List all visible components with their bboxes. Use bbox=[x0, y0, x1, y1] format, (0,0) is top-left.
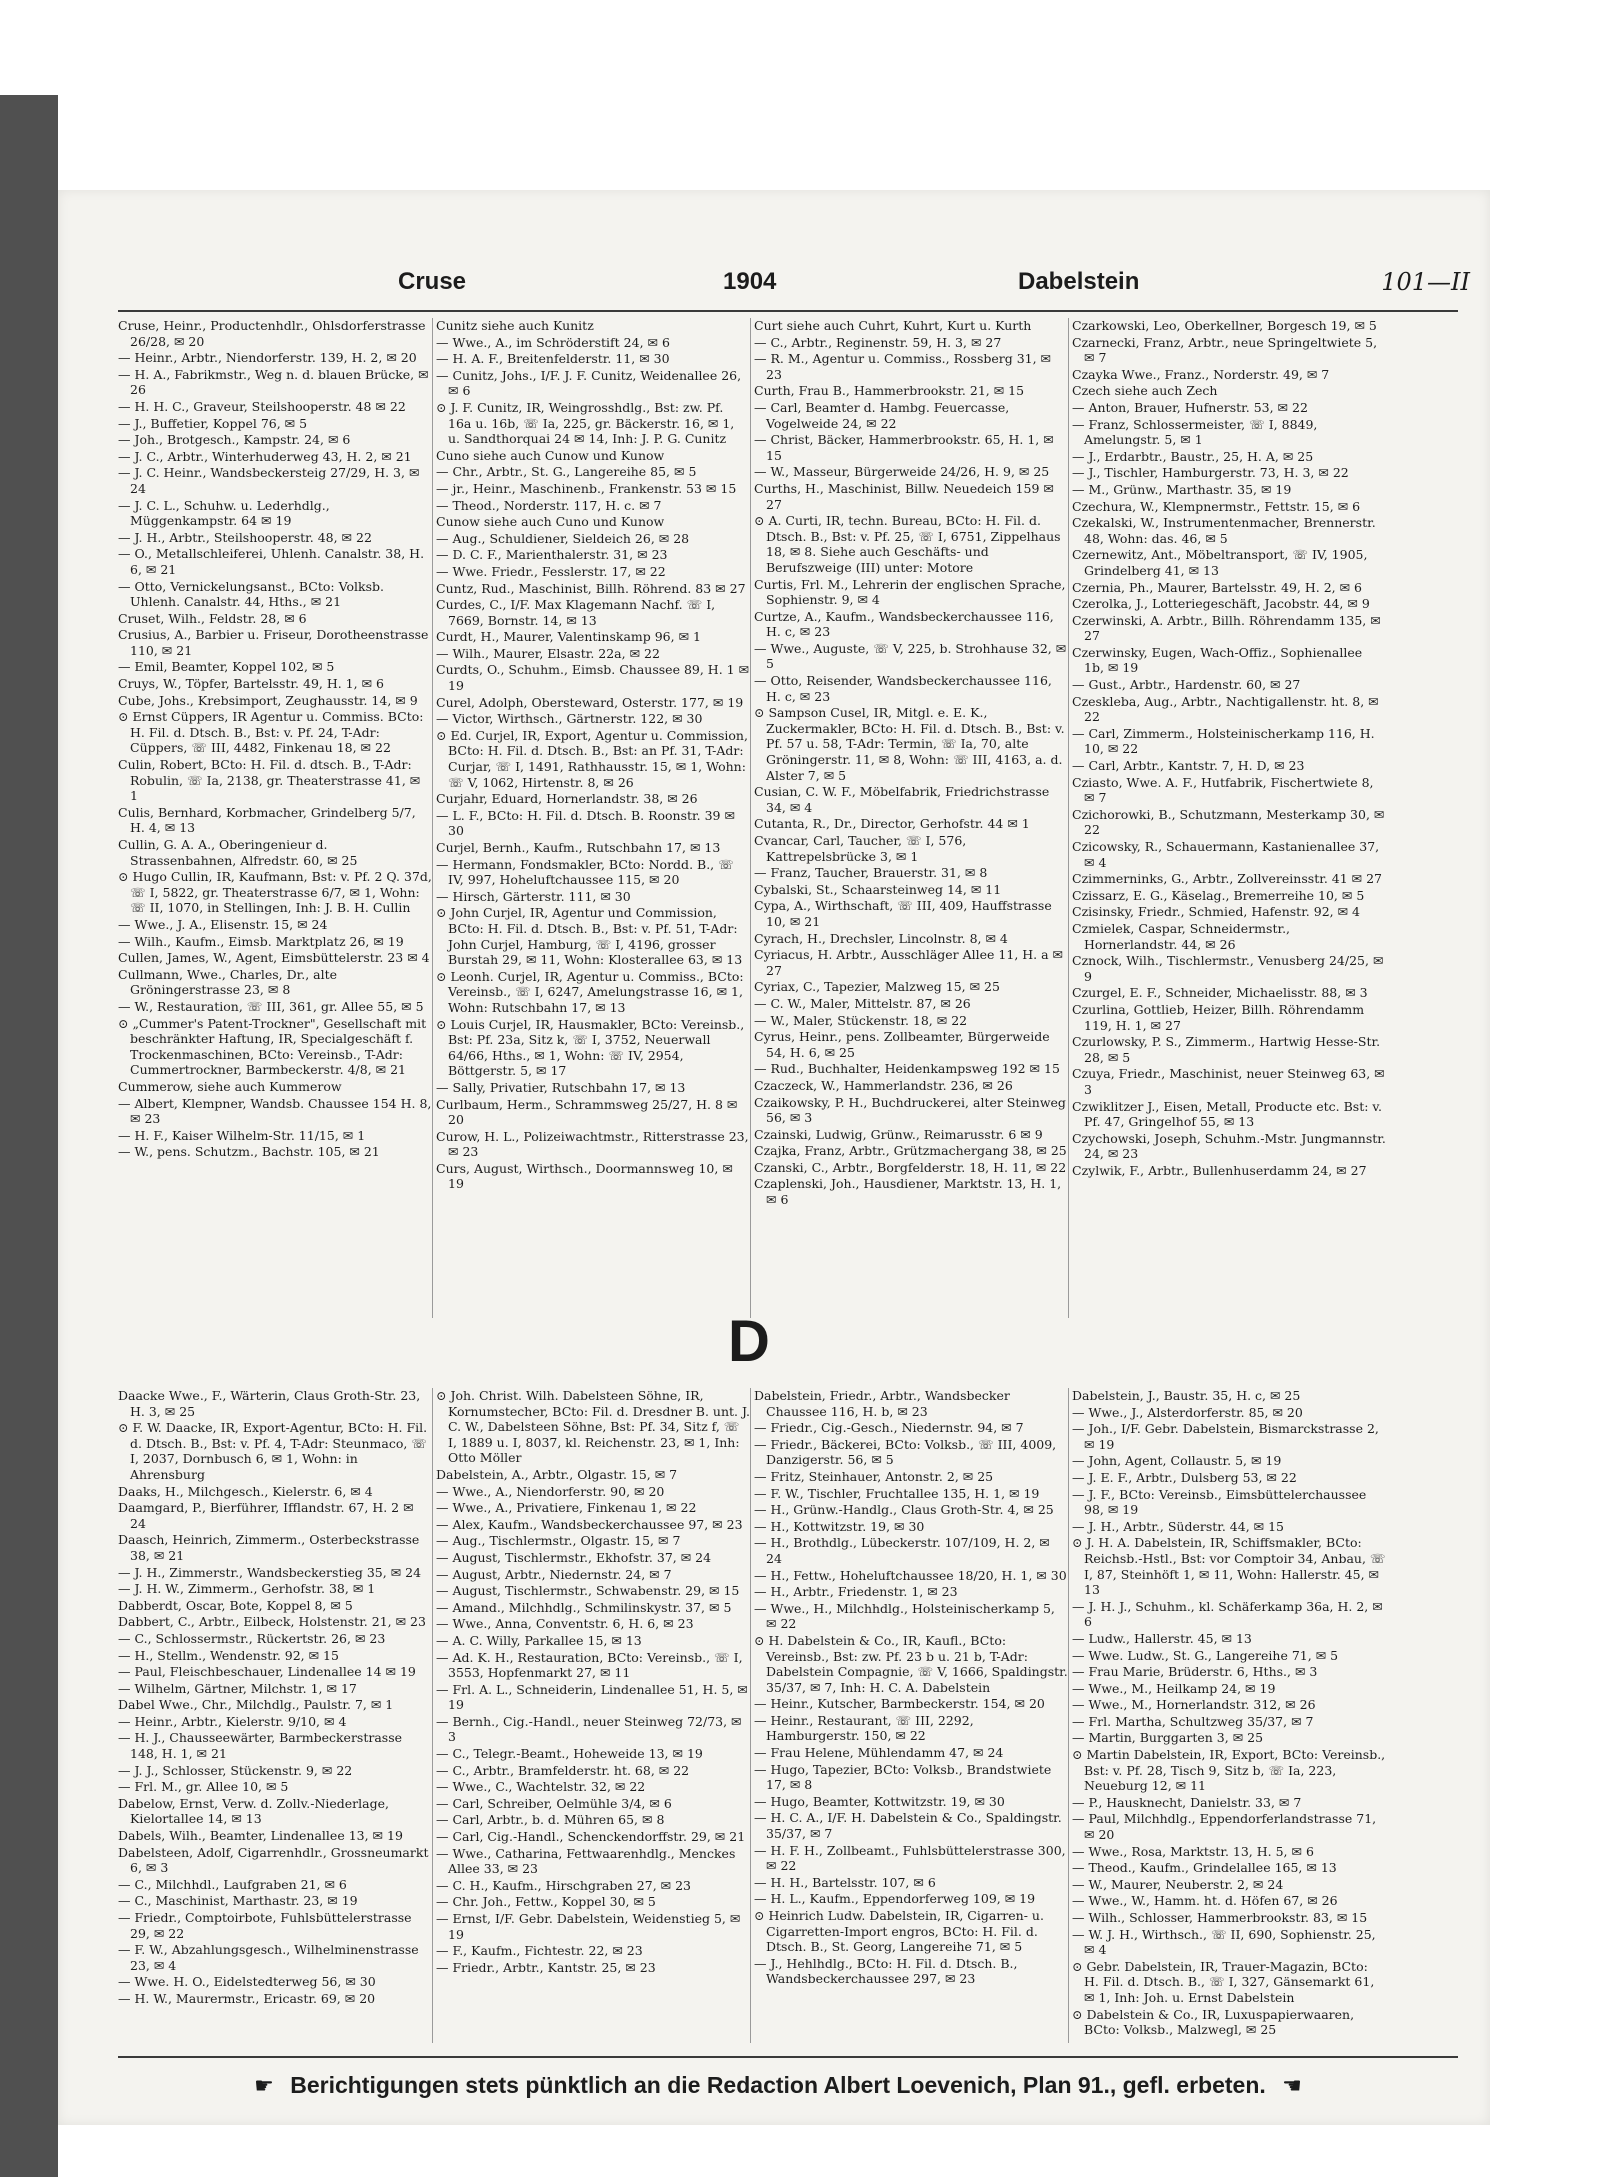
directory-entry: — Wwe., A., Privatiere, Finkenau 1, ✉ 22 bbox=[436, 1500, 697, 1516]
directory-entry: Curths, H., Maschinist, Billw. Neuedeich 159 ✉ 27 bbox=[754, 480, 1054, 512]
directory-entry: — Frau Marie, Brüderstr. 6, Hths., ✉ 3 bbox=[1072, 1664, 1318, 1680]
directory-entry: ⊙ Sampson Cusel, IR, Mitgl. e. E. K., Zuckermakler, BCto: H. Fil. d. Dtsch. B., Bst: v. Pf. 57 u. 58, T-Adr: Termin, ☏ Ia, 70, alte Gröningerstr. 11, ✉ 8, Wohn: ☏ III, 4163, a. d. Alster 7, ✉ 5 bbox=[754, 705, 1065, 783]
directory-entry: — Otto, Reisender, Wandsbeckerchaussee 116, H. c, ✉ 23 bbox=[754, 673, 1052, 704]
directory-entry: — Carl, Cig.-Handl., Schenckendorffstr. 29, ✉ 21 bbox=[436, 1829, 746, 1845]
directory-entry: — Carl, Beamter d. Hambg. Feuercasse, Vogelweide 24, ✉ 22 bbox=[754, 399, 1010, 431]
directory-entry: — W. J. H., Wirthsch., ☏ II, 690, Sophienstr. 25, ✉ 4 bbox=[1072, 1926, 1376, 1958]
directory-entry: — Heinr., Restaurant, ☏ III, 2292, Hamburgerstr. 150, ✉ 22 bbox=[754, 1712, 974, 1744]
directory-entry: — Chr. Joh., Fettw., Koppel 30, ✉ 5 bbox=[436, 1894, 656, 1910]
directory-entry: Cusian, C. W. F., Möbelfabrik, Friedrichstrasse 34, ✉ 4 bbox=[754, 784, 1050, 815]
directory-entry: — August, Tischlermstr., Schwabenstr. 29, ✉ 15 bbox=[436, 1583, 740, 1599]
directory-entry: Cypa, A., Wirthschaft, ☏ III, 409, Hauffstrasse 10, ✉ 21 bbox=[754, 898, 1052, 929]
directory-entry: — Wwe., Auguste, ☏ V, 225, b. Strohhause 32, ✉ 5 bbox=[754, 640, 1067, 672]
directory-entry: ⊙ F. W. Daacke, IR, Export-Agentur, BCto: H. Fil. d. Dtsch. B., Bst: v. Pf. 4, T-Adr: Steunmaco, ☏ I, 2037, Dornbusch 6, ✉ 1, Wohn: in Ahrensburg bbox=[118, 1420, 428, 1482]
column-divider bbox=[1068, 318, 1069, 1318]
directory-entry: Cruys, W., Töpfer, Bartelsstr. 49, H. 1, ✉ 6 bbox=[118, 676, 384, 692]
directory-entry: ⊙ J. F. Cunitz, IR, Weingrosshdlg., Bst: zw. Pf. 16a u. 16b, ☏ Ia, 225, gr. Bäckerstr. 16, ✉ 1, u. Sandthorquai 24 ✉ 14, Inh: J. P. G. Cunitz bbox=[436, 399, 735, 447]
top-column-3 bbox=[754, 318, 1068, 1338]
directory-entry: Cuno siehe auch Cunow und Kunow bbox=[436, 447, 665, 463]
directory-entry: — J. H. W., Zimmerm., Gerhofstr. 38, ✉ 1 bbox=[118, 1581, 376, 1597]
directory-entry: Culis, Bernhard, Korbmacher, Grindelberg 5/7, H. 4, ✉ 13 bbox=[118, 804, 416, 836]
top-column-1 bbox=[118, 318, 432, 1338]
directory-entry: — Paul, Fleischbeschauer, Lindenallee 14 ✉ 19 bbox=[118, 1664, 416, 1680]
directory-entry: — Wwe., Anna, Conventstr. 6, H. 6, ✉ 23 bbox=[436, 1616, 694, 1632]
directory-entry: — H. F. H., Zollbeamt., Fuhlsbüttelerstrasse 300, ✉ 22 bbox=[754, 1842, 1066, 1874]
page-number: 101—II bbox=[1381, 268, 1470, 296]
directory-entry: Czwiklitzer J., Eisen, Metall, Producte etc. Bst: v. Pf. 47, Gringelhof 55, ✉ 13 bbox=[1072, 1098, 1382, 1130]
directory-entry: ⊙ „Cummer's Patent-Trockner", Gesellschaft mit beschränkter Haftung, IR, Specialgeschäft f. Trockenmaschinen, BCto: Vereinsb., T-Adr: Cummertrockner, Barmbeckerstr. 4/8, ✉ 21 bbox=[118, 1015, 427, 1078]
directory-entry: Czimmerninks, G., Arbtr., Zollvereinsstr. 41 ✉ 27 bbox=[1072, 871, 1382, 887]
directory-entry: Cube, Johs., Krebsimport, Zeughausstr. 14, ✉ 9 bbox=[118, 692, 418, 708]
directory-entry: — Hirsch, Gärterstr. 111, ✉ 30 bbox=[436, 888, 631, 904]
directory-entry: Dabel Wwe., Chr., Milchdlg., Paulstr. 7, ✉ 1 bbox=[118, 1697, 394, 1713]
directory-entry: — C. H., Kaufm., Hirschgraben 27, ✉ 23 bbox=[436, 1877, 691, 1893]
directory-entry: — Theod., Norderstr. 117, H. c. ✉ 7 bbox=[436, 497, 662, 513]
directory-entry: — H. L., Kaufm., Eppendorferweg 109, ✉ 19 bbox=[754, 1891, 1036, 1907]
directory-entry: — Paul, Milchhdlg., Eppendorferlandstrasse 71, ✉ 20 bbox=[1072, 1811, 1377, 1843]
directory-entry: — Carl, Zimmerm., Holsteinischerkamp 116, H. 10, ✉ 22 bbox=[1072, 725, 1375, 757]
directory-entry: — Aug., Schuldiener, Sieldeich 26, ✉ 28 bbox=[436, 530, 690, 546]
directory-entry: ⊙ Martin Dabelstein, IR, Export, BCto: Vereinsb., Bst: v. Pf. 28, Tisch 9, Sitz b, ☏ Ia, 223, Neueburg 12, ✉ 11 bbox=[1072, 1747, 1386, 1794]
pointing-hand-right-icon: ☛ bbox=[254, 2073, 274, 2098]
directory-entry: — H., Kottwitzstr. 19, ✉ 30 bbox=[754, 1518, 925, 1534]
directory-entry: Curtis, Frl. M., Lehrerin der englischen Sprache, Sophienstr. 9, ✉ 4 bbox=[754, 576, 1066, 608]
directory-entry: — Sally, Privatier, Rutschbahn 17, ✉ 13 bbox=[436, 1079, 686, 1095]
directory-entry: Curlbaum, Herm., Schrammsweg 25/27, H. 8 ✉ 20 bbox=[436, 1096, 738, 1128]
directory-entry: ⊙ Ernst Cüppers, IR Agentur u. Commiss. BCto: H. Fil. d. Dtsch. B., Bst: v. Pf. 24, T-Adr: Cüppers, ☏ III, 4482, Finkenau 18, ✉ 22 bbox=[118, 709, 424, 756]
directory-entry: — A. C. Willy, Parkallee 15, ✉ 13 bbox=[436, 1632, 642, 1648]
directory-entry: ⊙ Leonh. Curjel, IR, Agentur u. Commiss., BCto: Vereinsb., ☏ I, 6247, Amelungstrasse 16, ✉ 1, Wohn: Rutschbahn 17, ✉ 13 bbox=[436, 968, 744, 1015]
directory-entry: — H. H., Bartelsstr. 107, ✉ 6 bbox=[754, 1874, 936, 1890]
directory-entry: ⊙ Dabelstein & Co., IR, Luxuspapierwaaren, BCto: Volksb., Malzwegl, ✉ 25 bbox=[1072, 2006, 1355, 2038]
directory-entry: Czechura, W., Klempnermstr., Fettstr. 15, ✉ 6 bbox=[1072, 498, 1361, 514]
directory-entry: — Ernst, I/F. Gebr. Dabelstein, Weidenstieg 5, ✉ 19 bbox=[436, 1911, 741, 1942]
directory-entry: — J. E. F., Arbtr., Dulsberg 53, ✉ 22 bbox=[1072, 1469, 1297, 1485]
directory-entry: — Hugo, Tapezier, BCto: Volksb., Brandstwiete 17, ✉ 8 bbox=[754, 1761, 1052, 1793]
directory-entry: — Friedr., Comptoirbote, Fuhlsbüttelerstrasse 29, ✉ 22 bbox=[118, 1910, 412, 1941]
directory-entry: — Christ, Bäcker, Hammerbrookstr. 65, H. 1, ✉ 15 bbox=[754, 432, 1054, 463]
directory-entry: Czurlina, Gottlieb, Heizer, Billh. Röhrendamm 119, H. 1, ✉ 27 bbox=[1072, 1001, 1365, 1033]
directory-entry: — P., Hausknecht, Danielstr. 33, ✉ 7 bbox=[1072, 1794, 1302, 1810]
directory-entry: — Frl. A. L., Schneiderin, Lindenallee 51, H. 5, ✉ 19 bbox=[436, 1681, 748, 1713]
section-letter: D bbox=[728, 1309, 770, 1374]
directory-entry: — J., Erdarbtr., Baustr., 25, H. A, ✉ 25 bbox=[1072, 448, 1314, 464]
directory-entry: — O., Metallschleiferei, Uhlenh. Canalstr. 38, H. 6, ✉ 21 bbox=[118, 546, 425, 577]
directory-entry: Curdes, C., I/F. Max Klagemann Nachf. ☏ I, 7669, Bornstr. 14, ✉ 13 bbox=[436, 597, 716, 628]
directory-entry: — Friedr., Bäckerei, BCto: Volksb., ☏ III, 4009, Danzigerstr. 56, ✉ 5 bbox=[754, 1436, 1057, 1468]
directory-entry: — Friedr., Arbtr., Kantstr. 25, ✉ 23 bbox=[436, 1959, 656, 1975]
directory-entry: — Wwe., J. A., Elisenstr. 15, ✉ 24 bbox=[118, 916, 328, 932]
directory-entry: Dabelstein, J., Baustr. 35, H. c, ✉ 25 bbox=[1072, 1388, 1301, 1403]
directory-entry: — M., Grünw., Marthastr. 35, ✉ 19 bbox=[1072, 481, 1292, 497]
directory-entry: Czmielek, Caspar, Schneidermstr., Hornerlandstr. 44, ✉ 26 bbox=[1072, 920, 1291, 952]
directory-entry: Czernewitz, Ant., Möbeltransport, ☏ IV, 1905, Grindelberg 41, ✉ 13 bbox=[1072, 547, 1368, 578]
directory-entry: — jr., Heinr., Maschinenb., Frankenstr. 53 ✉ 15 bbox=[436, 480, 737, 496]
directory-entry: Cullen, James, W., Agent, Eimsbüttelerstr. 23 ✉ 4 bbox=[118, 950, 430, 966]
directory-entry: Czychowski, Joseph, Schuhm.-Mstr. Jungmannstr. 24, ✉ 23 bbox=[1072, 1130, 1386, 1162]
directory-entry: ⊙ A. Curti, IR, techn. Bureau, BCto: H. Fil. d. Dtsch. B., Bst: v. Pf. 25, ☏ I, 6751, Zippelhaus 18, ✉ 8. Siehe auch Geschäfts- und Berufszweige (III) unter: Motore bbox=[754, 513, 1061, 575]
directory-entry: Dabelsteen, Adolf, Cigarrenhdlr., Grossneumarkt 6, ✉ 3 bbox=[118, 1844, 429, 1876]
directory-entry: Cunow siehe auch Cuno und Kunow bbox=[436, 514, 665, 530]
running-head-year: 1904 bbox=[723, 268, 777, 295]
directory-entry: — Ad. K. H., Restauration, BCto: Vereinsb., ☏ I, 3553, Hopfenmarkt 27, ✉ 11 bbox=[436, 1649, 743, 1681]
directory-entry: Daaks, H., Milchgesch., Kielerstr. 6, ✉ 4 bbox=[118, 1483, 373, 1499]
directory-entry: Czekalski, W., Instrumentenmacher, Brennerstr. 48, Wohn: das. 46, ✉ 5 bbox=[1072, 515, 1376, 546]
directory-entry: Curs, August, Wirthsch., Doormannsweg 10, ✉ 19 bbox=[436, 1160, 733, 1192]
directory-entry: — Franz, Taucher, Brauerstr. 31, ✉ 8 bbox=[754, 865, 988, 881]
directory-entry: — C., Arbtr., Bramfelderstr. ht. 68, ✉ 22 bbox=[436, 1762, 690, 1778]
directory-entry: — Wwe., A., im Schröderstift 24, ✉ 6 bbox=[436, 334, 670, 350]
header-rule bbox=[118, 310, 1458, 312]
directory-entry: Dabbert, C., Arbtr., Eilbeck, Holstenstr. 21, ✉ 23 bbox=[118, 1614, 426, 1630]
directory-entry: Cyriacus, H. Arbtr., Ausschläger Allee 11, H. a ✉ 27 bbox=[754, 947, 1064, 978]
directory-entry: Czayka Wwe., Franz., Norderstr. 49, ✉ 7 bbox=[1072, 366, 1330, 382]
directory-entry: — Wwe., H., Milchhdlg., Holsteinischerkamp 5, ✉ 22 bbox=[754, 1600, 1055, 1632]
directory-entry: Cyrach, H., Drechsler, Lincolnstr. 8, ✉ 4 bbox=[754, 930, 1008, 946]
directory-entry: — Wwe., A., Niendorferstr. 90, ✉ 20 bbox=[436, 1483, 665, 1499]
directory-entry: Czissarz, E. G., Käselag., Bremerreihe 10, ✉ 5 bbox=[1072, 887, 1365, 903]
directory-entry: — Heinr., Arbtr., Niendorferstr. 139, H. 2, ✉ 20 bbox=[118, 350, 417, 366]
directory-entry: — Amand., Milchhdlg., Schmilinskystr. 37, ✉ 5 bbox=[436, 1599, 732, 1615]
directory-page bbox=[58, 190, 1490, 2125]
directory-entry: — J., Buffetier, Koppel 76, ✉ 5 bbox=[118, 415, 308, 431]
directory-entry: — C., Schlossermstr., Rückertstr. 26, ✉ 23 bbox=[118, 1630, 386, 1646]
directory-entry: Crusius, A., Barbier u. Friseur, Dorotheenstrasse 110, ✉ 21 bbox=[118, 627, 429, 658]
directory-entry: — Frl. Martha, Schultzweg 35/37, ✉ 7 bbox=[1072, 1713, 1314, 1729]
directory-entry: — J. H., Zimmerstr., Wandsbeckerstieg 35, ✉ 24 bbox=[118, 1564, 422, 1580]
directory-entry: — J. H., Arbtr., Süderstr. 44, ✉ 15 bbox=[1072, 1518, 1285, 1534]
directory-entry: — H. F., Kaiser Wilhelm-Str. 11/15, ✉ 1 bbox=[118, 1127, 366, 1143]
directory-entry: — R. M., Agentur u. Commiss., Rossberg 31, ✉ 23 bbox=[754, 351, 1052, 382]
directory-entry: Cutanta, R., Dr., Director, Gerhofstr. 44 ✉ 1 bbox=[754, 816, 1030, 832]
directory-entry: Dabelstein, A., Arbtr., Olgastr. 15, ✉ 7 bbox=[436, 1466, 678, 1482]
column-divider bbox=[750, 318, 751, 1318]
directory-entry: — Cunitz, Johs., I/F. J. F. Cunitz, Weidenallee 26, ✉ 6 bbox=[436, 367, 742, 399]
directory-entry: — Heinr., Arbtr., Kielerstr. 9/10, ✉ 4 bbox=[118, 1713, 347, 1729]
directory-entry: Dabberdt, Oscar, Bote, Koppel 8, ✉ 5 bbox=[118, 1597, 353, 1613]
directory-entry: Cullin, G. A. A., Oberingenieur d. Strassenbahnen, Alfredstr. 60, ✉ 25 bbox=[118, 837, 358, 868]
directory-entry: — H. J., Chausseewärter, Barmbeckerstrasse 148, H. 1, ✉ 21 bbox=[118, 1730, 403, 1762]
directory-entry: — F. W., Abzahlungsgesch., Wilhelminenstrasse 23, ✉ 4 bbox=[118, 1942, 419, 1973]
directory-entry: Cunitz siehe auch Kunitz bbox=[436, 318, 594, 333]
directory-entry: Cyrus, Heinr., pens. Zollbeamter, Bürgerweide 54, H. 6, ✉ 25 bbox=[754, 1029, 1050, 1060]
directory-entry: — Chr., Arbtr., St. G., Langereihe 85, ✉ 5 bbox=[436, 464, 697, 480]
book-binding bbox=[0, 95, 58, 2177]
directory-entry: — Hermann, Fondsmakler, BCto: Nordd. B., ☏ IV, 997, Hoheluftchaussee 115, ✉ 20 bbox=[436, 856, 734, 888]
directory-entry: — W., Restauration, ☏ III, 361, gr. Allee 55, ✉ 5 bbox=[118, 998, 424, 1014]
directory-entry: — J., Tischler, Hamburgerstr. 73, H. 3, ✉ 22 bbox=[1072, 465, 1349, 481]
directory-entry: Czurgel, E. F., Schneider, Michaelisstr. 88, ✉ 3 bbox=[1072, 985, 1368, 1001]
directory-entry: — Aug., Tischlermstr., Olgastr. 15, ✉ 7 bbox=[436, 1533, 681, 1549]
directory-entry: — J. C., Arbtr., Winterhuderweg 43, H. 2, ✉ 21 bbox=[118, 448, 412, 464]
directory-entry: — Ludw., Hallerstr. 45, ✉ 13 bbox=[1072, 1630, 1252, 1646]
directory-entry: — Otto, Vernickelungsanst., BCto: Volksb. Uhlenh. Canalstr. 44, Hths., ✉ 21 bbox=[118, 578, 384, 610]
directory-entry: Curth, Frau B., Hammerbrookstr. 21, ✉ 15 bbox=[754, 383, 1025, 399]
directory-entry: — August, Tischlermstr., Ekhofstr. 37, ✉ 24 bbox=[436, 1549, 712, 1565]
directory-entry: — H., Fettw., Hoheluftchaussee 18/20, H. 1, ✉ 30 bbox=[754, 1567, 1067, 1583]
directory-entry: — J. J., Schlosser, Stückenstr. 9, ✉ 22 bbox=[118, 1762, 353, 1778]
directory-entry: — H. A., Fabrikmstr., Weg n. d. blauen Brücke, ✉ 26 bbox=[118, 366, 429, 398]
directory-entry: Czarnecki, Franz, Arbtr., neue Springeltwiete 5, ✉ 7 bbox=[1072, 334, 1378, 366]
directory-entry: Cruset, Wilh., Feldstr. 28, ✉ 6 bbox=[118, 610, 307, 626]
directory-entry: ⊙ Hugo Cullin, IR, Kaufmann, Bst: v. Pf. 2 Q. 37d, ☏ I, 5822, gr. Theaterstrasse 6/7, ✉ 1, Wohn: ☏ II, 1070, in Stellingen, Inh: J. B. H. Cullin bbox=[118, 869, 432, 916]
directory-entry: — J. H. J., Schuhm., kl. Schäferkamp 36a, H. 2, ✉ 6 bbox=[1072, 1598, 1383, 1630]
directory-entry: — Hugo, Beamter, Kottwitzstr. 19, ✉ 30 bbox=[754, 1793, 1005, 1809]
directory-entry: — W., Maurer, Neuberstr. 2, ✉ 24 bbox=[1072, 1876, 1284, 1892]
directory-entry: ⊙ H. Dabelstein & Co., IR, Kaufl., BCto: Vereinsb., Bst: zw. Pf. 23 b u. 21 b, T-Adr: Dabelstein Compagnie, ☏ V, 1666, Spaldingstr. 35/37, ✉ 7, Inh: H. C. A. Dabelstein bbox=[754, 1632, 1068, 1695]
directory-entry: — Anton, Brauer, Hufnerstr. 53, ✉ 22 bbox=[1072, 399, 1308, 415]
directory-entry: — H., Brothdlg., Lübeckerstr. 107/109, H. 2, ✉ 24 bbox=[754, 1535, 1050, 1566]
directory-entry: — C. W., Maler, Mittelstr. 87, ✉ 26 bbox=[754, 995, 971, 1011]
directory-entry: — Wwe., M., Heilkamp 24, ✉ 19 bbox=[1072, 1680, 1276, 1696]
directory-entry: Cullmann, Wwe., Charles, Dr., alte Gröningerstrasse 23, ✉ 8 bbox=[118, 966, 338, 998]
top-column-2 bbox=[436, 318, 750, 1338]
directory-entry: — W., pens. Schutzm., Bachstr. 105, ✉ 21 bbox=[118, 1144, 380, 1160]
directory-entry: — John, Agent, Collaustr. 5, ✉ 19 bbox=[1072, 1453, 1282, 1469]
directory-entry: Cyriax, C., Tapezier, Malzweg 15, ✉ 25 bbox=[754, 979, 1000, 995]
directory-entry: — Frl. M., gr. Allee 10, ✉ 5 bbox=[118, 1779, 289, 1795]
pointing-hand-left-icon: ☚ bbox=[1282, 2073, 1302, 2098]
directory-entry: Curow, H. L., Polizeiwachtmstr., Ritterstrasse 23, ✉ 23 bbox=[436, 1128, 749, 1160]
directory-entry: Czerolka, J., Lotteriegeschäft, Jacobstr. 44, ✉ 9 bbox=[1072, 596, 1370, 612]
directory-entry: Cznock, Wilh., Tischlermstr., Venusberg 24/25, ✉ 9 bbox=[1072, 953, 1384, 984]
bottom-column-2 bbox=[436, 1388, 750, 2043]
footer-text: Berichtigungen stets pünktlich an die Redaction Albert Loevenich, Plan 91., gefl. erbeten. bbox=[290, 2072, 1266, 2098]
directory-entry: Czichorowki, B., Schutzmann, Mesterkamp 30, ✉ 22 bbox=[1072, 806, 1385, 838]
directory-entry: Czernia, Ph., Maurer, Bartelsstr. 49, H. 2, ✉ 6 bbox=[1072, 579, 1363, 595]
directory-entry: Cvancar, Carl, Taucher, ☏ I, 576, Kattrepelsbrücke 3, ✉ 1 bbox=[754, 833, 967, 864]
directory-entry: Cuntz, Rud., Maschinist, Billh. Röhrend. 83 ✉ 27 bbox=[436, 580, 746, 596]
column-divider bbox=[432, 318, 433, 1318]
directory-entry: Culin, Robert, BCto: H. Fil. d. dtsch. B., T-Adr: Robulin, ☏ Ia, 2138, gr. Theaterstrasse 41, ✉ 1 bbox=[118, 757, 421, 804]
directory-entry: — H. A. F., Breitenfelderstr. 11, ✉ 30 bbox=[436, 351, 670, 367]
directory-entry: — J. C. Heinr., Wandsbeckersteig 27/29, H. 3, ✉ 24 bbox=[118, 465, 420, 496]
bottom-column-1 bbox=[118, 1388, 432, 2043]
bottom-column-3 bbox=[754, 1388, 1068, 2043]
directory-entry: — Joh., Brotgesch., Kampstr. 24, ✉ 6 bbox=[118, 432, 351, 448]
directory-entry: Dabels, Wilh., Beamter, Lindenallee 13, ✉ 19 bbox=[118, 1828, 403, 1844]
directory-entry: — Fritz, Steinhauer, Antonstr. 2, ✉ 25 bbox=[754, 1468, 994, 1484]
directory-entry: Daasch, Heinrich, Zimmerm., Osterbeckstrasse 38, ✉ 21 bbox=[118, 1532, 420, 1563]
directory-entry: Dabelstein, Friedr., Arbtr., Wandsbecker Chaussee 116, H. b, ✉ 23 bbox=[754, 1388, 1010, 1419]
directory-entry: — J. H., Arbtr., Steilshooperstr. 48, ✉ 22 bbox=[118, 529, 372, 545]
directory-entry: — Wwe., C., Wachtelstr. 32, ✉ 22 bbox=[436, 1779, 646, 1795]
directory-entry: — Franz, Schlossermeister, ☏ I, 8849, Amelungstr. 5, ✉ 1 bbox=[1072, 416, 1318, 448]
directory-entry: Czaplenski, Joh., Hausdiener, Marktstr. 13, H. 1, ✉ 6 bbox=[754, 1176, 1062, 1208]
directory-entry: ⊙ Heinrich Ludw. Dabelstein, IR, Cigarren- u. Cigarretten-Import engros, BCto: H. Fil. d. Dtsch. B., St. Georg, Langereihe 71, ✉ 5 bbox=[754, 1908, 1044, 1955]
directory-entry: Dabelow, Ernst, Verw. d. Zollv.-Niederlage, Kielortallee 14, ✉ 13 bbox=[118, 1795, 389, 1827]
directory-entry: — F., Kaufm., Fichtestr. 22, ✉ 23 bbox=[436, 1943, 643, 1959]
directory-entry: Czeskleba, Aug., Arbtr., Nachtigallenstr. ht. 8, ✉ 22 bbox=[1072, 693, 1379, 725]
directory-entry: Czerwinsky, Eugen, Wach-Offiz., Sophienallee 1b, ✉ 19 bbox=[1072, 644, 1363, 676]
directory-entry: — C., Maschinist, Marthastr. 23, ✉ 19 bbox=[118, 1893, 358, 1909]
directory-entry: — Carl, Arbtr., Kantstr. 7, H. D, ✉ 23 bbox=[1072, 758, 1305, 774]
directory-entry: — Wwe., J., Alsterdorferstr. 85, ✉ 20 bbox=[1072, 1404, 1303, 1420]
directory-entry: — W., Maler, Stückenstr. 18, ✉ 22 bbox=[754, 1012, 968, 1028]
directory-entry: — Wwe. Friedr., Fesslerstr. 17, ✉ 22 bbox=[436, 563, 666, 579]
directory-entry: Czainski, Ludwig, Grünw., Reimarusstr. 6 ✉ 9 bbox=[754, 1126, 1043, 1142]
directory-entry: — Rud., Buchhalter, Heidenkampsweg 192 ✉ 15 bbox=[754, 1061, 1060, 1077]
directory-entry: — Victor, Wirthsch., Gärtnerstr. 122, ✉ 30 bbox=[436, 711, 703, 727]
directory-entry: Czanski, C., Arbtr., Borgfelderstr. 18, H. 11, ✉ 22 bbox=[754, 1159, 1067, 1175]
directory-entry: — Albert, Klempner, Wandsb. Chaussee 154 H. 8, ✉ 23 bbox=[118, 1095, 432, 1127]
directory-entry: ⊙ Joh. Christ. Wilh. Dabelsteen Söhne, IR, Kornumstecher, BCto: Fil. d. Dresdner B. unt. J. C. W., Dabelsteen Söhne, Bst: Pf. 34, Sitz f, ☏ I, 1889 u. I, 8037, kl. Reichenstr. 23, ✉ 1, Inh: Otto Möller bbox=[436, 1388, 750, 1466]
directory-entry: — August, Arbtr., Niedernstr. 24, ✉ 7 bbox=[436, 1566, 672, 1582]
directory-entry: — Frau Helene, Mühlendamm 47, ✉ 24 bbox=[754, 1745, 1004, 1761]
directory-entry: — Wwe. Ludw., St. G., Langereihe 71, ✉ 5 bbox=[1072, 1647, 1339, 1663]
directory-entry: Curtze, A., Kaufm., Wandsbeckerchaussee 116, H. c, ✉ 23 bbox=[754, 608, 1054, 640]
bottom-column-4 bbox=[1072, 1388, 1386, 2043]
directory-entry: — Emil, Beamter, Koppel 102, ✉ 5 bbox=[118, 659, 335, 675]
directory-entry: Czaikowsky, P. H., Buchdruckerei, alter Steinweg 56, ✉ 3 bbox=[754, 1094, 1066, 1126]
directory-entry: Czajka, Franz, Arbtr., Grützmachergang 38, ✉ 25 bbox=[754, 1143, 1067, 1159]
directory-entry: — H. W., Maurermstr., Ericastr. 69, ✉ 20 bbox=[118, 1990, 376, 2006]
column-divider bbox=[432, 1388, 433, 2043]
directory-entry: — J., Hehlhdlg., BCto: H. Fil. d. Dtsch. B., Wandsbeckerchaussee 297, ✉ 23 bbox=[754, 1955, 1018, 1987]
directory-entry: — Joh., I/F. Gebr. Dabelstein, Bismarckstrasse 2, ✉ 19 bbox=[1072, 1421, 1379, 1452]
directory-entry: — Theod., Kaufm., Grindelallee 165, ✉ 13 bbox=[1072, 1860, 1337, 1876]
directory-entry: Czicowsky, R., Schauermann, Kastanienallee 37, ✉ 4 bbox=[1072, 839, 1380, 870]
directory-entry: Czuya, Friedr., Maschinist, neuer Steinweg 63, ✉ 3 bbox=[1072, 1066, 1385, 1097]
directory-entry: — Wilh., Schlosser, Hammerbrookstr. 83, ✉ 15 bbox=[1072, 1910, 1368, 1925]
directory-entry: — Heinr., Kutscher, Barmbeckerstr. 154, ✉ 20 bbox=[754, 1696, 1045, 1712]
directory-entry: — Wilh., Maurer, Elsastr. 22a, ✉ 22 bbox=[436, 645, 660, 661]
running-head-right: Dabelstein bbox=[1018, 268, 1140, 295]
directory-entry: — F. W., Tischler, Fruchtallee 135, H. 1, ✉ 19 bbox=[754, 1485, 1040, 1501]
directory-entry: ⊙ J. H. A. Dabelstein, IR, Schiffsmakler, BCto: Reichsb.-Hstl., Bst: vor Comptoir 34, Anbau, ☏ I, 87, Steinhöft 1, ✉ 11, Wohn: Hallerstr. 45, ✉ 13 bbox=[1072, 1535, 1386, 1598]
directory-entry: — L. F., BCto: H. Fil. d. Dtsch. B. Roonstr. 39 ✉ 30 bbox=[436, 807, 735, 839]
directory-entry: ⊙ Gebr. Dabelstein, IR, Trauer-Magazin, BCto: H. Fil. d. Dtsch. B., ☏ I, 327, Gänsemarkt 61, ✉ 1, Inh: Joh. u. Ernst Dabelstein bbox=[1072, 1958, 1375, 2005]
directory-entry: ⊙ Ed. Curjel, IR, Export, Agentur u. Commission, BCto: H. Fil. d. Dtsch. B., Bst: an Pf. 31, T-Adr: Curjar, ☏ I, 1491, Rathhausstr. 15, ✉ 1, Wohn: ☏ V, 1062, Hirtenstr. 8, ✉ 26 bbox=[436, 727, 748, 790]
directory-entry: — Wwe., Rosa, Marktstr. 13, H. 5, ✉ 6 bbox=[1072, 1843, 1314, 1859]
directory-entry: Curel, Adolph, Obersteward, Osterstr. 177, ✉ 19 bbox=[436, 694, 744, 710]
directory-entry: — Wwe., Catharina, Fettwaarenhdlg., Menckes Allee 33, ✉ 23 bbox=[436, 1845, 736, 1877]
directory-entry: — H., Grünw.-Handlg., Claus Groth-Str. 4, ✉ 25 bbox=[754, 1502, 1054, 1518]
directory-entry: — Bernh., Cig.-Handl., neuer Steinweg 72/73, ✉ 3 bbox=[436, 1713, 742, 1745]
directory-entry: Czech siehe auch Zech bbox=[1072, 383, 1218, 399]
directory-entry: Czerwinski, A. Arbtr., Billh. Röhrendamm 135, ✉ 27 bbox=[1072, 612, 1381, 644]
directory-entry: Czarkowski, Leo, Oberkellner, Borgesch 19, ✉ 5 bbox=[1072, 318, 1377, 333]
directory-entry: Czylwik, F., Arbtr., Bullenhuserdamm 24, ✉ 27 bbox=[1072, 1162, 1367, 1178]
directory-entry: — J. F., BCto: Vereinsb., Eimsbüttelerchaussee 98, ✉ 19 bbox=[1072, 1486, 1367, 1518]
directory-entry: — C., Arbtr., Reginenstr. 59, H. 3, ✉ 27 bbox=[754, 334, 1002, 350]
directory-entry: — Wwe., W., Hamm. ht. d. Höfen 67, ✉ 26 bbox=[1072, 1893, 1338, 1909]
directory-entry: ⊙ John Curjel, IR, Agentur und Commission, BCto: H. Fil. d. Dtsch. B., Bst: v. Pf. 51, T-Adr: John Curjel, Hamburg, ☏ I, 4196, grosser Burstah 29, ✉ 11, Wohn: Klosterallee 63, ✉ 13 bbox=[436, 905, 743, 968]
directory-entry: — J. C. L., Schuhw. u. Lederhdlg., Müggenkampstr. 64 ✉ 19 bbox=[118, 497, 330, 529]
directory-entry: — Wwe. H. O., Eidelstedterweg 56, ✉ 30 bbox=[118, 1974, 376, 1990]
directory-entry: — Carl, Schreiber, Oelmühle 3/4, ✉ 6 bbox=[436, 1795, 672, 1811]
directory-entry: Cziasto, Wwe. A. F., Hutfabrik, Fischertwiete 8, ✉ 7 bbox=[1072, 774, 1374, 806]
directory-entry: — Wilh., Kaufm., Eimsb. Marktplatz 26, ✉ 19 bbox=[118, 933, 404, 949]
directory-entry: Curdt, H., Maurer, Valentinskamp 96, ✉ 1 bbox=[436, 629, 701, 645]
directory-entry: — C., Milchhdl., Laufgraben 21, ✉ 6 bbox=[118, 1876, 347, 1892]
directory-entry: — D. C. F., Marienthalerstr. 31, ✉ 23 bbox=[436, 547, 668, 563]
directory-entry: — Gust., Arbtr., Hardenstr. 60, ✉ 27 bbox=[1072, 677, 1301, 693]
directory-entry: — H. H. C., Graveur, Steilshooperstr. 48 ✉ 22 bbox=[118, 398, 406, 414]
directory-entry: — Carl, Arbtr., b. d. Mühren 65, ✉ 8 bbox=[436, 1812, 665, 1828]
directory-entry: Curjahr, Eduard, Hornerlandstr. 38, ✉ 26 bbox=[436, 791, 698, 807]
directory-entry: ⊙ Louis Curjel, IR, Hausmakler, BCto: Vereinsb., Bst: Pf. 23a, Sitz k, ☏ I, 3752, Neuerwall 64/66, Hths., ✉ 1, Wohn: ☏ IV, 2954, Böttgerstr. 5, ✉ 17 bbox=[436, 1016, 745, 1079]
directory-entry: — Alex, Kaufm., Wandsbeckerchaussee 97, ✉ 23 bbox=[436, 1516, 743, 1532]
directory-entry: — Wilhelm, Gärtner, Milchstr. 1, ✉ 17 bbox=[118, 1680, 357, 1696]
directory-entry: Cybalski, St., Schaarsteinweg 14, ✉ 11 bbox=[754, 881, 1002, 897]
directory-entry: Cummerow, siehe auch Kummerow bbox=[118, 1078, 342, 1094]
directory-entry: — Martin, Burggarten 3, ✉ 25 bbox=[1072, 1730, 1264, 1746]
directory-entry: Curt siehe auch Cuhrt, Kuhrt, Kurt u. Kurth bbox=[754, 318, 1032, 333]
directory-entry: — Friedr., Cig.-Gesch., Niedernstr. 94, ✉ 7 bbox=[754, 1420, 1024, 1436]
directory-entry: Czurlowsky, P. S., Zimmerm., Hartwig Hesse-Str. 28, ✉ 5 bbox=[1072, 1034, 1381, 1065]
directory-entry: Czisinsky, Friedr., Schmied, Hafenstr. 92, ✉ 4 bbox=[1072, 904, 1360, 920]
directory-entry: Czaczeck, W., Hammerlandstr. 236, ✉ 26 bbox=[754, 1077, 1013, 1093]
directory-entry: Daacke Wwe., F., Wärterin, Claus Groth-Str. 23, H. 3, ✉ 25 bbox=[118, 1388, 421, 1419]
directory-entry: Daamgard, P., Bierführer, Ifflandstr. 67, H. 2 ✉ 24 bbox=[118, 1500, 414, 1531]
directory-entry: — C., Telegr.-Beamt., Hoheweide 13, ✉ 19 bbox=[436, 1746, 703, 1762]
directory-entry: Curjel, Bernh., Kaufm., Rutschbahn 17, ✉ 13 bbox=[436, 840, 721, 855]
directory-entry: — H., Arbtr., Friedenstr. 1, ✉ 23 bbox=[754, 1584, 958, 1600]
footer-notice bbox=[198, 2072, 1358, 2099]
directory-entry: Curdts, O., Schuhm., Eimsb. Chaussee 89, H. 1 ✉ 19 bbox=[436, 662, 750, 694]
top-column-4 bbox=[1072, 318, 1386, 1338]
directory-entry: — H., Stellm., Wendenstr. 92, ✉ 15 bbox=[118, 1647, 339, 1663]
footer-rule bbox=[118, 2056, 1458, 2058]
column-divider bbox=[1068, 1388, 1069, 2043]
directory-entry: Cruse, Heinr., Productenhdlr., Ohlsdorferstrasse 26/28, ✉ 20 bbox=[118, 318, 426, 349]
directory-entry: — H. C. A., I/F. H. Dabelstein & Co., Spaldingstr. 35/37, ✉ 7 bbox=[754, 1810, 1062, 1842]
directory-entry: — Wwe., M., Hornerlandstr. 312, ✉ 26 bbox=[1072, 1697, 1316, 1713]
column-divider bbox=[750, 1388, 751, 2043]
running-head-left: Cruse bbox=[398, 268, 467, 295]
directory-entry: — W., Masseur, Bürgerweide 24/26, H. 9, ✉ 25 bbox=[754, 464, 1050, 480]
